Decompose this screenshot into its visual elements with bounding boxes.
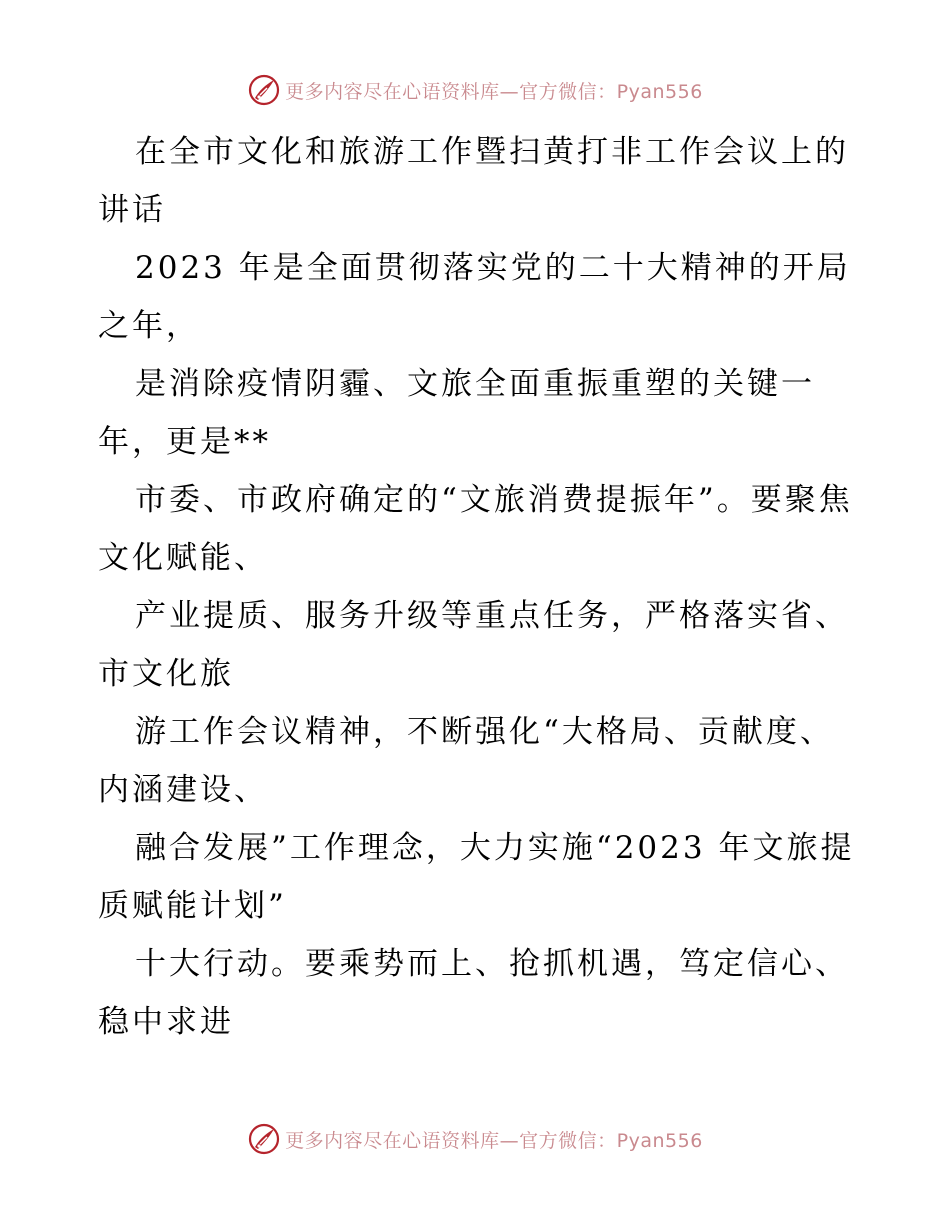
watermark-text: 更多内容尽在心语资料库—官方微信：Pyan556 [285, 80, 703, 103]
paragraph: 产业提质、服务升级等重点任务，严格落实省、市文化旅 [98, 598, 849, 692]
paragraph: 是消除疫情阴霾、文旅全面重振重塑的关键一年，更是** [98, 366, 815, 460]
paragraph: 2023 年是全面贯彻落实党的二十大精神的开局之年， [98, 250, 851, 344]
document-body [98, 123, 858, 1051]
pen-nib-logo-icon [247, 1122, 281, 1156]
paragraph: 融合发展”工作理念，大力实施“2023 年文旅提质赋能计划” [98, 830, 855, 924]
paragraph: 在全市文化和旅游工作暨扫黄打非工作会议上的讲话 [98, 134, 849, 228]
footer-watermark [0, 1119, 950, 1159]
pen-nib-logo-icon [247, 73, 281, 107]
paragraph: 十大行动。要乘势而上、抢抓机遇，笃定信心、稳中求进 [98, 946, 849, 1040]
watermark-text: 更多内容尽在心语资料库—官方微信：Pyan556 [285, 1129, 703, 1152]
paragraph: 游工作会议精神，不断强化“大格局、贡献度、内涵建设、 [98, 714, 834, 808]
header-watermark [0, 70, 950, 110]
paragraph: 市委、市政府确定的“文旅消费提振年”。要聚焦文化赋能、 [98, 482, 853, 576]
